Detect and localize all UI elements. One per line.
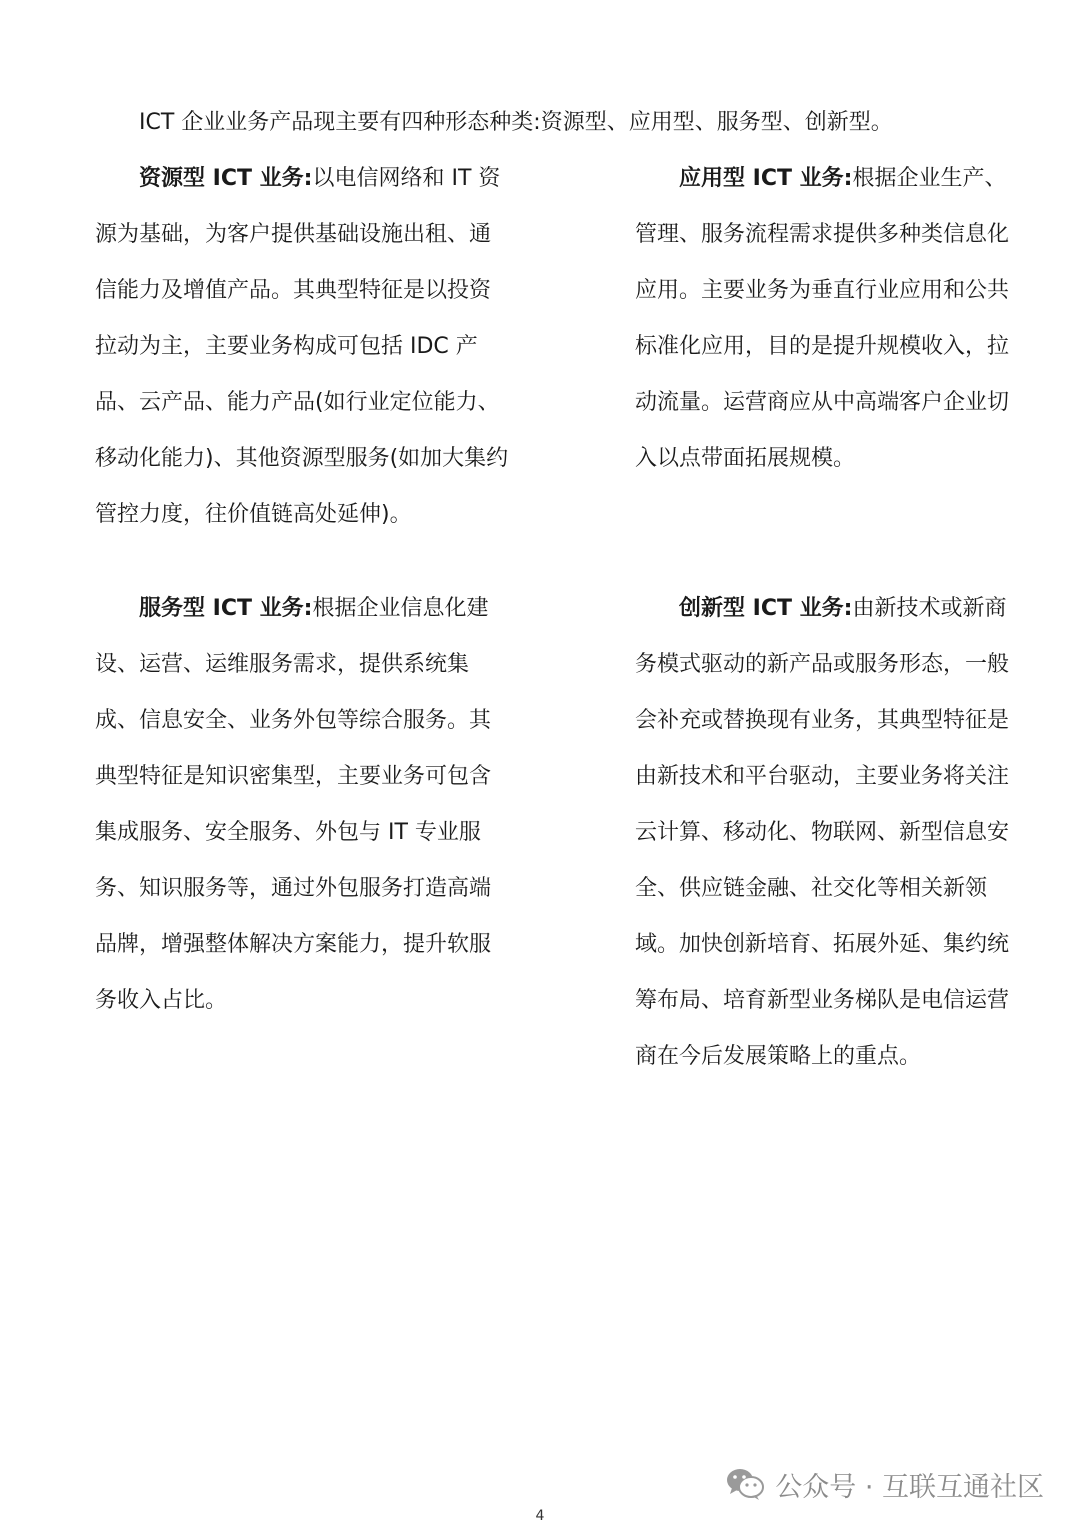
wechat-icon	[725, 1466, 765, 1502]
section-body: 以电信网络和 IT 资源为基础，为客户提供基础设施出租、通信能力及增值产品。其典型特征是以投资拉动为主，主要业务构成可包括 IDC 产品、云产品、能力产品(如行业定位能力、移动化能力)、其他资源型服务(如加大集约管控力度，往价值链高处延伸)。	[95, 166, 509, 527]
intro-paragraph: ICT 企业业务产品现主要有四种形态种类:资源型、应用型、服务型、创新型。	[139, 110, 893, 135]
section-body: 根据企业生产、管理、服务流程需求提供多种类信息化应用。主要业务为垂直行业应用和公共标准化应用，目的是提升规模收入，拉动流量。运营商应从中高端客户企业切入以点带面拓展规模。	[635, 166, 1010, 471]
section-heading: 应用型 ICT 业务:	[679, 166, 853, 191]
section-resource-ict	[95, 151, 509, 543]
watermark-text: 公众号 · 互联互通社区	[775, 1471, 1044, 1503]
page-number: 4	[535, 1508, 545, 1524]
section-service-ict	[95, 581, 509, 1029]
watermark	[725, 1462, 1044, 1506]
section-innovation-ict	[635, 581, 1019, 1085]
section-heading: 服务型 ICT 业务:	[139, 596, 313, 621]
section-heading: 创新型 ICT 业务:	[679, 596, 853, 621]
section-body: 由新技术或新商务模式驱动的新产品或服务形态，一般会补充或替换现有业务，其典型特征是由新技术和平台驱动，主要业务将关注云计算、移动化、物联网、新型信息安全、供应链金融、社交化等相关新领域。加快创新培育、拓展外延、集约统筹布局、培育新型业务梯队是电信运营商在今后发展策略上的重点。	[635, 596, 1010, 1069]
section-application-ict	[635, 151, 1015, 487]
section-heading: 资源型 ICT 业务:	[139, 166, 313, 191]
section-body: 根据企业信息化建设、运营、运维服务需求，提供系统集成、信息安全、业务外包等综合服务。其典型特征是知识密集型，主要业务可包含集成服务、安全服务、外包与 IT 专业服务、知识服务等，通过外包服务打造高端品牌，增强整体解决方案能力，提升软服务收入占比。	[95, 596, 492, 1013]
